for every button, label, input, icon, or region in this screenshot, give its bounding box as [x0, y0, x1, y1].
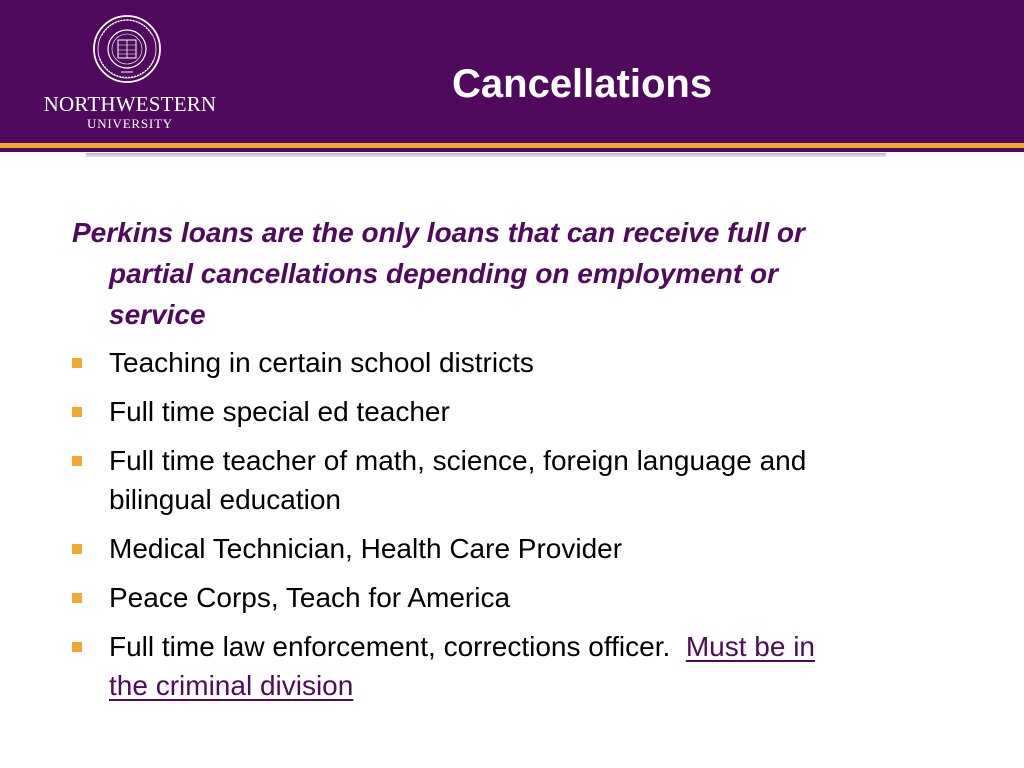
intro-line: service [109, 299, 206, 330]
list-item [0, 529, 1024, 568]
header-shadow [86, 153, 886, 157]
square-bullet-icon [72, 544, 82, 554]
list-item-text: Full time special ed teacher [109, 396, 450, 427]
list-item-text: Medical Technician, Health Care Provider [109, 533, 623, 564]
header-bar [0, 0, 1024, 143]
criminal-division-link[interactable]: Must be in [685, 631, 815, 662]
slide-title: Cancellations [452, 62, 713, 106]
square-bullet-icon [72, 407, 82, 417]
northwestern-logo [34, 14, 226, 134]
list-item-text: Teaching in certain school districts [109, 347, 534, 378]
list-item [0, 441, 1024, 519]
logo-subname: UNIVERSITY [87, 116, 173, 131]
list-item [0, 343, 1024, 382]
list-item-line [109, 627, 1024, 666]
list-item-text: bilingual education [109, 484, 341, 515]
square-bullet-icon [72, 593, 82, 603]
square-bullet-icon [72, 642, 82, 652]
square-bullet-icon [72, 456, 82, 466]
header-purple-rule [0, 148, 1024, 152]
intro-statement [72, 212, 972, 335]
list-item [0, 392, 1024, 431]
list-item-text: Full time law enforcement, corrections officer. [109, 631, 671, 662]
criminal-division-link[interactable]: the criminal division [109, 670, 354, 701]
list-item-line [109, 666, 1024, 705]
logo-name: NORTHWESTERN [43, 92, 217, 116]
university-seal-icon [92, 14, 162, 84]
cancellation-list [0, 343, 1024, 715]
list-item [0, 627, 1024, 705]
intro-line: Perkins loans are the only loans that can receive full or [72, 217, 805, 248]
list-item [0, 578, 1024, 617]
list-item-text: Peace Corps, Teach for America [109, 582, 511, 613]
square-bullet-icon [72, 358, 82, 368]
intro-line: partial cancellations depending on employment or [109, 258, 779, 289]
list-item-text: Full time teacher of math, science, foreign language and [109, 445, 807, 476]
